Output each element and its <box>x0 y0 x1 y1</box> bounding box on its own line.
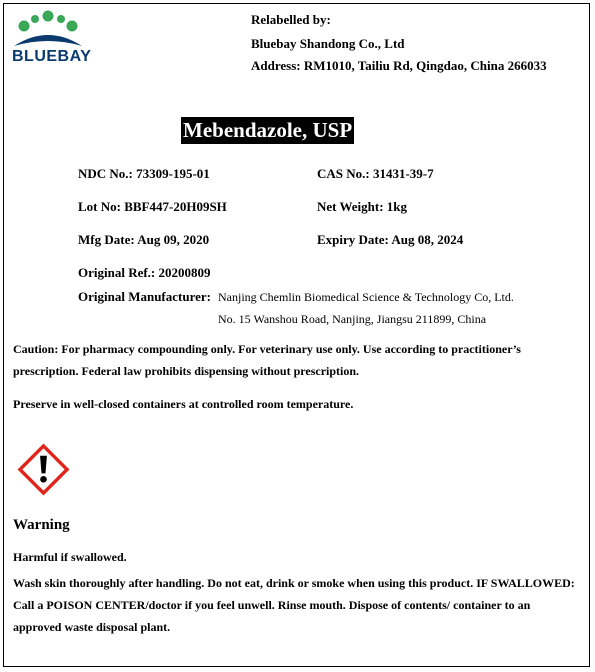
caution-line-1: Caution: For pharmacy compounding only. For veterinary use only. Use according to practitioner’s <box>13 342 521 356</box>
storage-statement: Preserve in well-closed containers at controlled room temperature. <box>13 397 354 411</box>
lot-number: Lot No: BBF447-20H09SH <box>78 199 227 214</box>
company-name: Bluebay Shandong Co., Ltd <box>251 36 405 51</box>
original-manufacturer-label: Original Manufacturer: <box>78 289 211 304</box>
precaution-line-3: approved waste disposal plant. <box>13 620 171 634</box>
ndc-number: NDC No.: 73309-195-01 <box>78 166 210 181</box>
caution-line-2: prescription. Federal law prohibits dispensing without prescription. <box>13 364 360 378</box>
original-ref: Original Ref.: 20200809 <box>78 265 211 280</box>
hazard-statement: Harmful if swallowed. <box>13 550 127 564</box>
label-frame <box>3 3 590 667</box>
expiry-date: Expiry Date: Aug 08, 2024 <box>317 232 464 247</box>
net-weight: Net Weight: 1kg <box>317 199 408 214</box>
company-address: Address: RM1010, Tailiu Rd, Qingdao, China 266033 <box>251 58 547 73</box>
precaution-line-2: Call a POISON CENTER/doctor if you feel unwell. Rinse mouth. Dispose of contents/ container to an <box>13 598 531 612</box>
mfg-date: Mfg Date: Aug 09, 2020 <box>78 232 210 247</box>
relabelled-by-label: Relabelled by: <box>251 12 331 27</box>
product-title: Mebendazole, USP <box>183 118 353 142</box>
cas-number: CAS No.: 31431-39-7 <box>317 166 434 181</box>
original-manufacturer-name: Nanjing Chemlin Biomedical Science & Technology Co, Ltd. <box>218 290 514 304</box>
exclamation-mark-hazard-icon <box>17 443 70 496</box>
signal-word: Warning <box>13 517 70 533</box>
precaution-line-1: Wash skin thoroughly after handling. Do not eat, drink or smoke when using this product. IF SWALLOWED: <box>13 576 575 590</box>
logo-text: BLUEBAY <box>12 48 92 65</box>
original-manufacturer-address: No. 15 Wanshou Road, Nanjing, Jiangsu 211899, China <box>218 312 487 326</box>
